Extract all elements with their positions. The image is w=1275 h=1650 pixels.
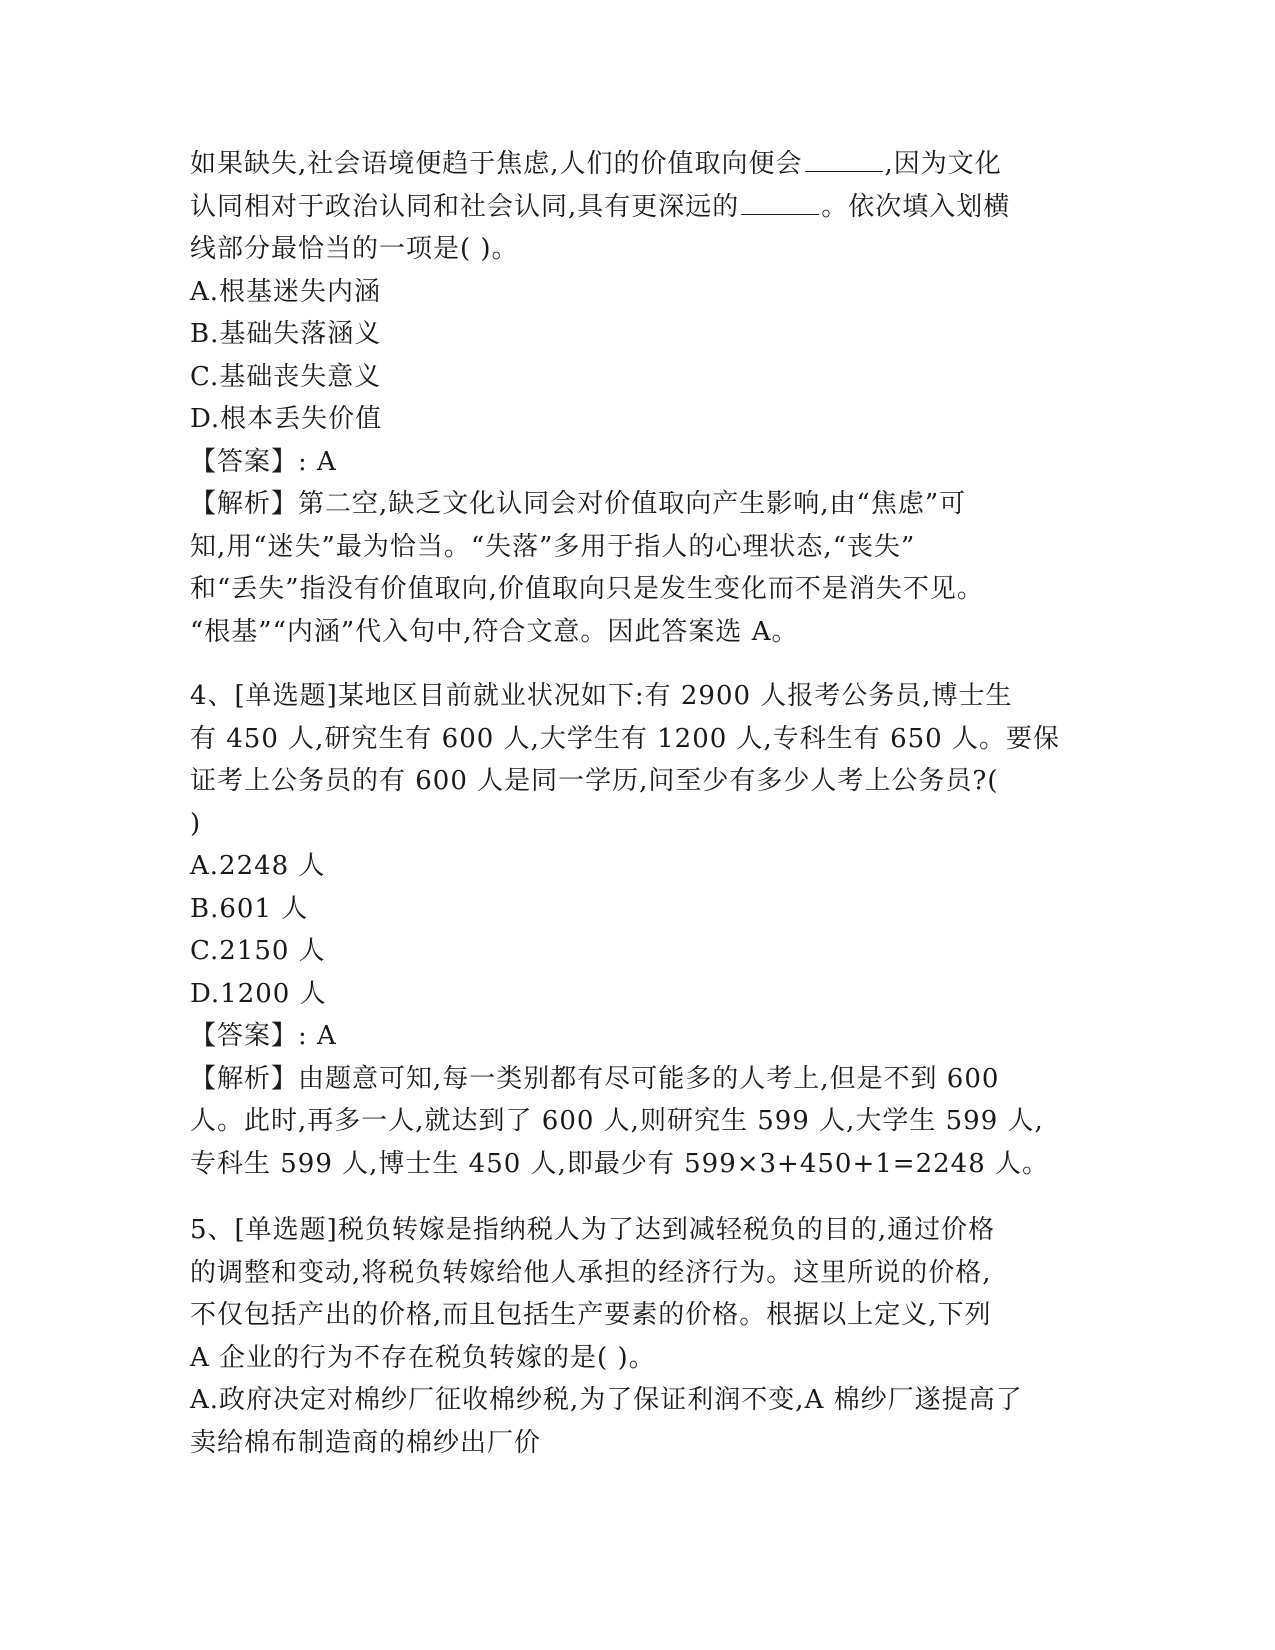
answer: 【答案】: A	[190, 1021, 337, 1051]
analysis-line: 知,用“迷失”最为恰当。“失落”多用于指人的心理状态,“丧失”	[190, 531, 916, 562]
question-5	[190, 1209, 1090, 1464]
option-b: B.601 人	[190, 893, 309, 924]
analysis-line: “根基”“内涵”代入句中,符合文意。因此答案选 A。	[190, 616, 799, 647]
question-stem-line: 的调整和变动,将税负转嫁给他人承担的经济行为。这里所说的价格,	[190, 1257, 992, 1288]
question-stem-line: A 企业的行为不存在税负转嫁的是( )。	[190, 1342, 656, 1373]
analysis-line: 【解析】由题意可知,每一类别都有尽可能多的人考上,但是不到 600	[190, 1063, 1000, 1094]
question-stem-line: 4、[单选题]某地区目前就业状况如下:有 2900 人报考公务员,博士生	[190, 681, 1013, 711]
question-stem-line: )	[190, 808, 202, 839]
fill-blank	[805, 147, 883, 172]
spacer	[190, 1185, 1090, 1209]
option-a-continued: 卖给棉布制造商的棉纱出厂价	[190, 1427, 542, 1458]
question-stem-line: 线部分最恰当的一项是( )。	[190, 234, 519, 264]
question-stem-line: 不仅包括产出的价格,而且包括生产要素的价格。根据以上定义,下列	[190, 1300, 992, 1330]
option-c: C.2150 人	[190, 936, 326, 966]
option-d: D.根本丢失价值	[190, 404, 383, 434]
question-stem-line: 认同相对于政治认同和社会认同,具有更深远的 。依次填入划横	[190, 191, 1011, 222]
option-a: A.2248 人	[190, 851, 326, 881]
analysis-line: 和“丢失”指没有价值取向,价值取向只是发生变化而不是消失不见。	[190, 574, 984, 604]
spacer	[190, 653, 1090, 675]
question-stem-line: 证考上公务员的有 600 人是同一学历,问至少有多少人考上公务员?(	[190, 766, 999, 796]
answer: 【答案】: A	[190, 446, 337, 477]
question-4	[190, 675, 1090, 1185]
question-stem-line: 如果缺失,社会语境便趋于焦虑,人们的价值取向便会 ,因为文化	[190, 149, 1002, 179]
fill-blank	[741, 190, 819, 215]
question-stem-line: 有 450 人,研究生有 600 人,大学生有 1200 人,专科生有 650 人。要保	[190, 723, 1060, 754]
question-3	[190, 143, 1090, 653]
option-a: A.政府决定对棉纱厂征收棉纱税,为了保证利润不变,A 棉纱厂遂提高了	[190, 1385, 1023, 1415]
option-c: C.基础丧失意义	[190, 361, 382, 392]
question-stem-line: 5、[单选题]税负转嫁是指纳税人为了达到减轻税负的目的,通过价格	[190, 1215, 996, 1245]
document-page	[190, 143, 1090, 1464]
analysis-line: 专科生 599 人,博士生 450 人,即最少有 599×3+450+1=2248 人。	[190, 1148, 1050, 1179]
option-a: A.根基迷失内涵	[190, 276, 382, 307]
analysis-line: 人。此时,再多一人,就达到了 600 人,则研究生 599 人,大学生 599 人,	[190, 1106, 1044, 1136]
option-b: B.基础失落涵义	[190, 319, 382, 349]
option-d: D.1200 人	[190, 978, 327, 1009]
analysis-line: 【解析】第二空,缺乏文化认同会对价值取向产生影响,由“焦虑”可	[190, 489, 967, 519]
